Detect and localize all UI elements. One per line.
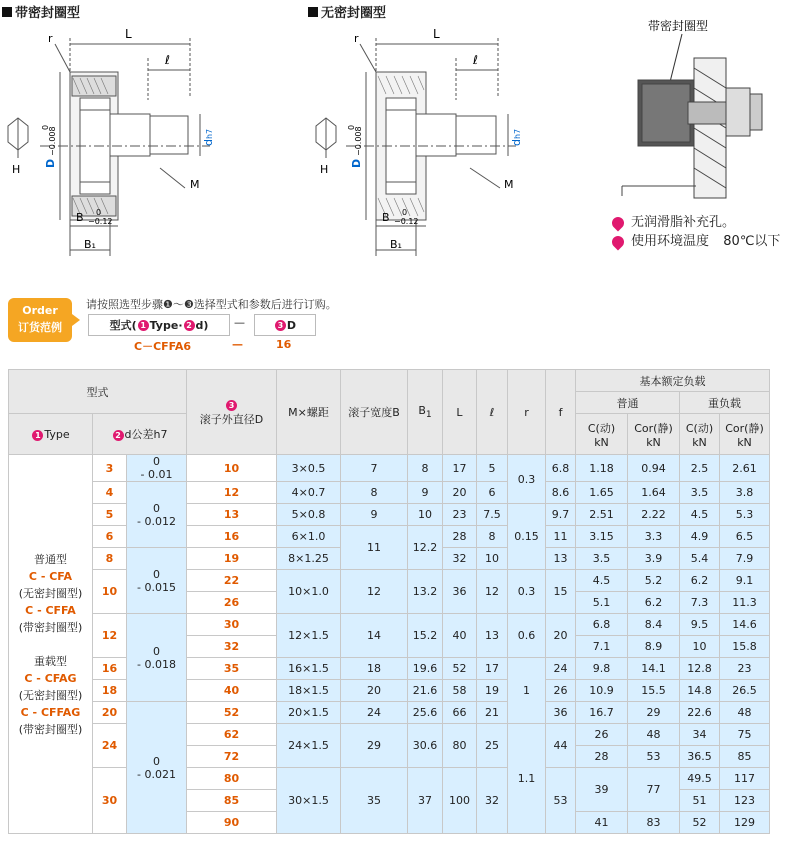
cell-Cor2: 9.1 (720, 570, 770, 592)
cell-C1: 39 (576, 768, 628, 812)
dim-B1-label: B₁ (84, 238, 96, 251)
cell-Cor1: 6.2 (628, 592, 680, 614)
section-divider (0, 265, 790, 289)
cell-C2: 10 (680, 636, 720, 658)
cell-L: 100 (443, 768, 477, 834)
notes (612, 213, 780, 251)
cell-Cor1: 14.1 (628, 658, 680, 680)
type-line: C - CFFA (25, 603, 76, 617)
cell-d: 18 (93, 680, 127, 702)
order-instruction: 请按照选型步骤❶～❸选择型式和参数后进行订购。 (86, 298, 337, 311)
cell-B1: 13.2 (408, 570, 443, 614)
cell-l: 32 (477, 768, 508, 834)
cell-D: 32 (187, 636, 277, 658)
table-row (9, 504, 770, 526)
cell-r: 0.3 (508, 570, 546, 614)
cell-M: 20×1.5 (277, 702, 341, 724)
dim-B-tol0-label: 0 (96, 208, 102, 217)
cell-l: 21 (477, 702, 508, 724)
cell-B: 29 (341, 724, 408, 768)
cell-l: 8 (477, 526, 508, 548)
cell-B1: 21.6 (408, 680, 443, 702)
cell-f: 36 (546, 702, 576, 724)
type-line: (无密封圈型) (18, 586, 83, 600)
cell-M: 4×0.7 (277, 482, 341, 504)
th-f: f (546, 370, 576, 455)
cell-d-tol (127, 702, 187, 834)
cell-d: 16 (93, 658, 127, 680)
cell-f: 13 (546, 548, 576, 570)
table-row (9, 455, 770, 482)
spec-table (8, 369, 770, 834)
th-D: 3 滚子外直径D (187, 370, 277, 455)
cell-L: 36 (443, 570, 477, 614)
square-bullet-icon (308, 7, 318, 17)
cell-f: 8.6 (546, 482, 576, 504)
dim-d-label: dh7 (202, 128, 215, 146)
cell-D: 85 (187, 790, 277, 812)
cell-M: 30×1.5 (277, 768, 341, 834)
cell-C2: 36.5 (680, 746, 720, 768)
cell-Cor2: 11.3 (720, 592, 770, 614)
cell-r: 1 (508, 658, 546, 724)
cell-D: 52 (187, 702, 277, 724)
th-Cor1: Cor(静) kN (628, 414, 680, 455)
cell-C2: 7.3 (680, 592, 720, 614)
cell-L: 32 (443, 548, 477, 570)
cell-C2: 4.5 (680, 504, 720, 526)
cell-d-tol (127, 614, 187, 702)
table-row (9, 724, 770, 746)
dim-l-label: ℓ (165, 53, 170, 67)
cell-Cor1: 1.64 (628, 482, 680, 504)
cell-f: 53 (546, 768, 576, 834)
cell-d: 5 (93, 504, 127, 526)
right-mounting-drawing (612, 18, 790, 213)
dim-B-tol0-label: 0 (402, 208, 408, 217)
order-type-box: 型式( 1 Type · 2 d ) (88, 314, 230, 336)
step-1-icon: 1 (32, 430, 43, 441)
left-drawing-title: 带密封圈型 (2, 2, 80, 21)
cell-L: 80 (443, 724, 477, 768)
cell-B1: 9 (408, 482, 443, 504)
cell-C1: 1.18 (576, 455, 628, 482)
cell-r: 1.1 (508, 724, 546, 834)
dim-B-label: B (382, 211, 390, 224)
cell-Cor2: 123 (720, 790, 770, 812)
dim-r-label: r (48, 32, 53, 45)
type-line: (带密封圈型) (18, 722, 83, 736)
cell-B: 35 (341, 768, 408, 834)
cell-D: 26 (187, 592, 277, 614)
cell-C2: 12.8 (680, 658, 720, 680)
th-Cor2: Cor(静) kN (720, 414, 770, 455)
cell-L: 66 (443, 702, 477, 724)
th-M: M×螺距 (277, 370, 341, 455)
cell-d: 12 (93, 614, 127, 658)
tol-upper: 0 (153, 567, 160, 581)
step-1-icon: 1 (138, 320, 149, 331)
cell-l: 17 (477, 658, 508, 680)
cell-Cor1: 8.9 (628, 636, 680, 658)
cell-Cor2: 117 (720, 768, 770, 790)
cell-C1: 7.1 (576, 636, 628, 658)
cell-l: 10 (477, 548, 508, 570)
cell-l: 5 (477, 455, 508, 482)
cell-M: 5×0.8 (277, 504, 341, 526)
cell-C2: 2.5 (680, 455, 720, 482)
table-row (9, 526, 770, 548)
th-d-tol: 2 d公差h7 (93, 414, 187, 455)
tol-lower: - 0.01 (140, 468, 173, 481)
cell-D: 12 (187, 482, 277, 504)
cell-L: 40 (443, 614, 477, 658)
table-row (9, 658, 770, 680)
dim-D-tol-label: −0.008 (48, 126, 57, 156)
cell-d: 6 (93, 526, 127, 548)
pin-icon (610, 214, 627, 231)
cell-l: 19 (477, 680, 508, 702)
cell-C2: 14.8 (680, 680, 720, 702)
cell-f: 24 (546, 658, 576, 680)
cell-C1: 41 (576, 812, 628, 834)
left-cam-follower-drawing (0, 18, 300, 263)
cell-D: 40 (187, 680, 277, 702)
th-type-group: 型式 (9, 370, 187, 414)
cell-M: 3×0.5 (277, 455, 341, 482)
cell-Cor2: 48 (720, 702, 770, 724)
dim-M-label: M (190, 178, 200, 191)
cell-r: 0.15 (508, 504, 546, 570)
square-bullet-icon (2, 7, 12, 17)
type-line (9, 636, 92, 653)
cell-d-tol (127, 548, 187, 614)
cell-Cor2: 26.5 (720, 680, 770, 702)
table-row (9, 570, 770, 592)
cell-C1: 6.8 (576, 614, 628, 636)
right-drawing-title: 带密封圈型 (648, 19, 709, 33)
cell-Cor1: 29 (628, 702, 680, 724)
cell-D: 90 (187, 812, 277, 834)
cell-l: 25 (477, 724, 508, 768)
cell-M: 10×1.0 (277, 570, 341, 614)
cell-Cor1: 5.2 (628, 570, 680, 592)
cell-l: 13 (477, 614, 508, 658)
order-dash: — (234, 316, 245, 329)
th-r: r (508, 370, 546, 455)
middle-cam-follower-drawing (310, 18, 600, 263)
order-D-box: 3 D (254, 314, 316, 336)
cell-D: 19 (187, 548, 277, 570)
dim-l-label: ℓ (473, 53, 478, 67)
cell-C2: 51 (680, 790, 720, 812)
cell-B: 9 (341, 504, 408, 526)
dim-D-label: D (44, 158, 57, 168)
cell-C2: 9.5 (680, 614, 720, 636)
type-line: (带密封圈型) (18, 620, 83, 634)
cell-C1: 5.1 (576, 592, 628, 614)
cell-L: 23 (443, 504, 477, 526)
cell-l: 6 (477, 482, 508, 504)
tol-upper: 0 (153, 455, 160, 468)
th-load-group: 基本额定负载 (576, 370, 770, 392)
table-row (9, 614, 770, 636)
cell-Cor1: 15.5 (628, 680, 680, 702)
cell-l: 12 (477, 570, 508, 614)
cell-Cor1: 77 (628, 768, 680, 812)
cell-B: 20 (341, 680, 408, 702)
cell-C2: 22.6 (680, 702, 720, 724)
cell-Cor1: 3.3 (628, 526, 680, 548)
th-C1: C(动) kN (576, 414, 628, 455)
cell-D: 30 (187, 614, 277, 636)
cell-C1: 28 (576, 746, 628, 768)
step-3-icon: 3 (226, 400, 237, 411)
dim-D-tol0-label: 0 (41, 124, 50, 130)
cell-B1: 10 (408, 504, 443, 526)
cell-C1: 10.9 (576, 680, 628, 702)
cell-r: 0.3 (508, 455, 546, 504)
cell-D: 62 (187, 724, 277, 746)
dim-H-label: H (320, 163, 329, 176)
order-example (8, 296, 788, 356)
cell-d: 8 (93, 548, 127, 570)
type-block-cell (9, 455, 93, 834)
cell-C1: 16.7 (576, 702, 628, 724)
cell-f: 11 (546, 526, 576, 548)
cell-Cor2: 75 (720, 724, 770, 746)
cell-C2: 4.9 (680, 526, 720, 548)
cell-f: 26 (546, 680, 576, 702)
dim-M-label: M (504, 178, 514, 191)
table-row (9, 702, 770, 724)
cell-C1: 4.5 (576, 570, 628, 592)
cell-B: 24 (341, 702, 408, 724)
dim-B-label: B (76, 211, 84, 224)
cell-C2: 3.5 (680, 482, 720, 504)
step-2-icon: 2 (184, 320, 195, 331)
th-C2: C(动) kN (680, 414, 720, 455)
dim-L-label: L (433, 27, 440, 41)
drawings-area (0, 0, 790, 265)
cell-C1: 1.65 (576, 482, 628, 504)
dim-H-label: H (12, 163, 21, 176)
order-badge: Order 订货范例 (8, 298, 72, 342)
type-line: C - CFAG (24, 671, 77, 685)
cell-B: 11 (341, 526, 408, 570)
dim-D-tol-label: −0.008 (354, 126, 363, 156)
dim-B1-label: B₁ (390, 238, 402, 251)
cell-Cor1: 83 (628, 812, 680, 834)
cell-C2: 5.4 (680, 548, 720, 570)
cell-M: 18×1.5 (277, 680, 341, 702)
cell-d-tol (127, 482, 187, 548)
type-line: 重载型 (34, 654, 67, 668)
cell-L: 28 (443, 526, 477, 548)
cell-M: 6×1.0 (277, 526, 341, 548)
dim-L-label: L (125, 27, 132, 41)
cell-d: 24 (93, 724, 127, 768)
cell-Cor2: 5.3 (720, 504, 770, 526)
cell-d: 30 (93, 768, 127, 834)
tol-lower: - 0.012 (137, 514, 176, 528)
cell-D: 10 (187, 455, 277, 482)
cell-Cor1: 2.22 (628, 504, 680, 526)
cell-Cor2: 23 (720, 658, 770, 680)
cell-Cor2: 6.5 (720, 526, 770, 548)
th-heavy: 重负载 (680, 392, 770, 414)
cell-B1: 30.6 (408, 724, 443, 768)
cell-D: 72 (187, 746, 277, 768)
cell-Cor2: 85 (720, 746, 770, 768)
cell-Cor2: 2.61 (720, 455, 770, 482)
cell-Cor1: 3.9 (628, 548, 680, 570)
type-line: C - CFA (28, 569, 73, 583)
cell-C1: 2.51 (576, 504, 628, 526)
table-row (9, 768, 770, 790)
step-3-icon: 3 (275, 320, 286, 331)
cell-f: 44 (546, 724, 576, 768)
cell-C2: 52 (680, 812, 720, 834)
table-row (9, 482, 770, 504)
cell-B1: 19.6 (408, 658, 443, 680)
cell-B: 7 (341, 455, 408, 482)
th-type: 1 Type (9, 414, 93, 455)
note-row: 使用环境温度 80℃以下 (612, 232, 780, 251)
cell-M: 16×1.5 (277, 658, 341, 680)
cell-Cor1: 8.4 (628, 614, 680, 636)
dim-d-label: dh7 (510, 128, 523, 146)
cell-r: 0.6 (508, 614, 546, 658)
cell-L: 17 (443, 455, 477, 482)
cell-M: 12×1.5 (277, 614, 341, 658)
cell-C1: 26 (576, 724, 628, 746)
cell-C2: 6.2 (680, 570, 720, 592)
th-L: L (443, 370, 477, 455)
cell-L: 20 (443, 482, 477, 504)
cell-M: 8×1.25 (277, 548, 341, 570)
cell-d-tol (127, 455, 187, 482)
tol-upper: 0 (153, 754, 160, 768)
table-row (9, 680, 770, 702)
order-example-type: C－CFFA6 (134, 340, 192, 353)
cell-Cor1: 53 (628, 746, 680, 768)
cell-d: 4 (93, 482, 127, 504)
cell-Cor2: 129 (720, 812, 770, 834)
middle-drawing-title: 无密封圈型 (308, 2, 386, 21)
tol-upper: 0 (153, 501, 160, 515)
tol-lower: - 0.018 (137, 657, 176, 671)
cell-f: 6.8 (546, 455, 576, 482)
cell-C1: 9.8 (576, 658, 628, 680)
order-example-dash: — (232, 338, 243, 351)
dim-D-tol0-label: 0 (347, 124, 356, 130)
th-l: ℓ (477, 370, 508, 455)
cell-B: 12 (341, 570, 408, 614)
type-line: (无密封圈型) (18, 688, 83, 702)
cell-D: 13 (187, 504, 277, 526)
cell-f: 9.7 (546, 504, 576, 526)
dim-r-label: r (354, 32, 359, 45)
cell-B: 18 (341, 658, 408, 680)
cell-B: 14 (341, 614, 408, 658)
cell-M: 24×1.5 (277, 724, 341, 768)
cell-B: 8 (341, 482, 408, 504)
cell-Cor2: 7.9 (720, 548, 770, 570)
cell-C1: 3.15 (576, 526, 628, 548)
type-line: C - CFFAG (20, 705, 81, 719)
cell-f: 20 (546, 614, 576, 658)
cell-D: 35 (187, 658, 277, 680)
cell-C2: 34 (680, 724, 720, 746)
cell-D: 22 (187, 570, 277, 592)
th-B: 滚子宽度B (341, 370, 408, 455)
cell-C2: 49.5 (680, 768, 720, 790)
note-row: 无润滑脂补充孔。 (612, 213, 780, 232)
th-B1: $B_1$ (408, 370, 443, 455)
cell-C1: 3.5 (576, 548, 628, 570)
cell-Cor2: 14.6 (720, 614, 770, 636)
cell-Cor2: 3.8 (720, 482, 770, 504)
dim-B-tol-label: −0.12 (394, 217, 419, 226)
cell-B1: 37 (408, 768, 443, 834)
cell-D: 80 (187, 768, 277, 790)
th-normal: 普通 (576, 392, 680, 414)
cell-f: 15 (546, 570, 576, 614)
dim-D-label: D (350, 158, 363, 168)
type-line: 普通型 (34, 552, 67, 566)
pin-icon (610, 233, 627, 250)
cell-B1: 15.2 (408, 614, 443, 658)
cell-Cor1: 48 (628, 724, 680, 746)
cell-Cor1: 0.94 (628, 455, 680, 482)
dim-B-tol-label: −0.12 (88, 217, 113, 226)
tol-lower: - 0.021 (137, 767, 176, 781)
step-2-icon: 2 (113, 430, 124, 441)
cell-B1: 12.2 (408, 526, 443, 570)
spec-table-body (9, 455, 770, 834)
tol-lower: - 0.015 (137, 580, 176, 594)
cell-l: 7.5 (477, 504, 508, 526)
cell-d: 10 (93, 570, 127, 614)
cell-L: 58 (443, 680, 477, 702)
cell-d: 20 (93, 702, 127, 724)
order-example-d: 16 (276, 338, 292, 351)
cell-L: 52 (443, 658, 477, 680)
tol-upper: 0 (153, 644, 160, 658)
cell-d: 3 (93, 455, 127, 482)
cell-B1: 25.6 (408, 702, 443, 724)
cell-D: 16 (187, 526, 277, 548)
cell-Cor2: 15.8 (720, 636, 770, 658)
cell-B1: 8 (408, 455, 443, 482)
